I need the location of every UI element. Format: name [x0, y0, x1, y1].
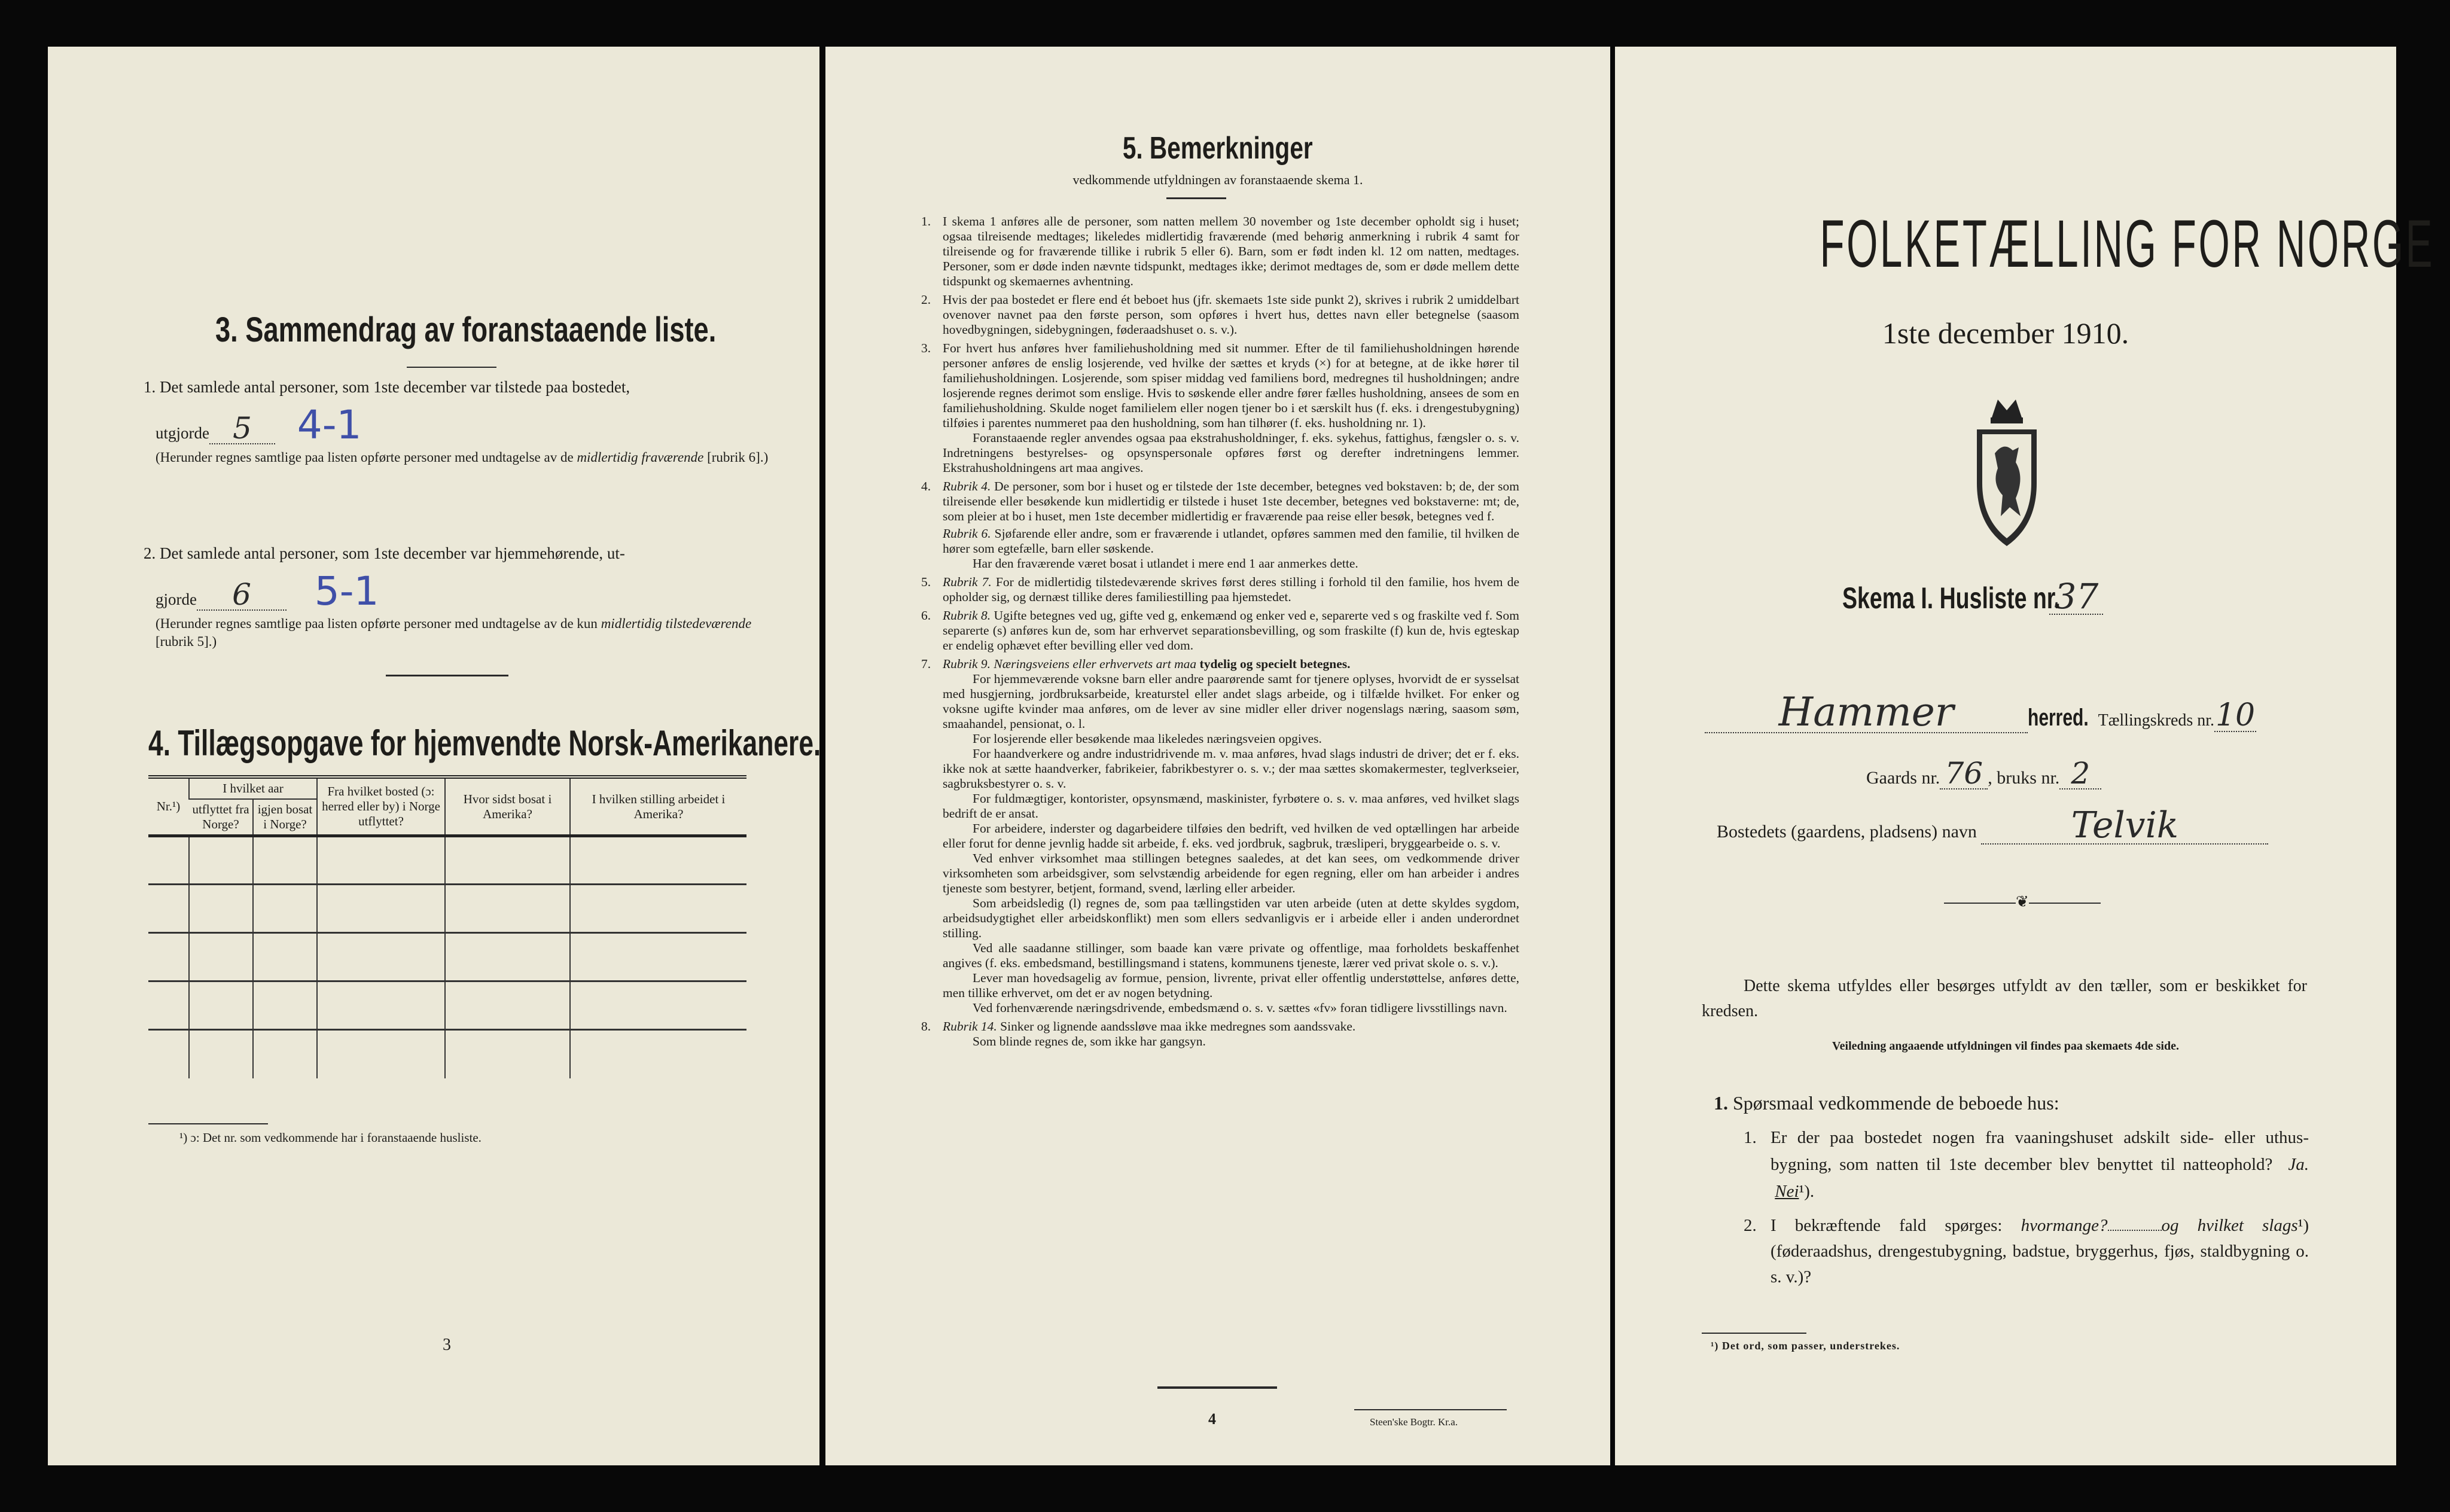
col-returned: igjen bosat i Norge?: [253, 799, 317, 836]
gaards-line: Gaards nr. 76 , bruks nr. 2: [1866, 758, 2101, 789]
col-last-residence: Hvor sidst bosat i Amerika?: [445, 777, 570, 836]
corrected-present-count: 4-1: [297, 402, 362, 448]
bosted-value: Telvik: [2071, 804, 2179, 846]
summary-item-2: 2. Det samlede antal personer, som 1ste december var hjemmehørende, ut- gjorde 6 5-1 (Herunder regnes samtlige paa listen opførte personer med undtagelse av de kun midlertidig tilstedeværende [rubrik 5].): [144, 544, 752, 649]
table-row: [148, 1030, 746, 1078]
section4-title: 4. Tillægsopgave for hjemvendte Norsk-Amerikanere.: [148, 723, 821, 763]
right-page: [1615, 47, 2435, 1465]
herred-line: Hammer herred. Tællingskreds nr.10: [1705, 693, 2363, 733]
remark-4: 4. Rubrik 4. De personer, som bor i huset og er tilstede der 1ste december, betegnes ved bokstaven: b; de, der som tilreisende eller besøkende kun midlertidig er tilstede i huset 1ste december, betegnes ved bokstaverne: mt; de, som pleier at bo i huset, men 1ste december midlertidig er fraværende paa reise eller besøk, betegnes ved f. Rubrik 6. Sjøfarende eller andre, som er fraværende i utlandet, opføres sammen med den familie, til hvilken de hører som egtefælle, barn eller søskende. Har den fraværende været bosat i utlandet i mere end 1 aar anmerkes dette.: [921, 479, 1519, 571]
col-nr: Nr.¹): [156, 799, 181, 813]
section3-title: 3. Sammendrag av foranstaaende liste.: [215, 310, 717, 349]
norsk-amerikanere-table: [148, 775, 746, 1078]
col-occupation: I hvilken stilling arbeidet i Amerika?: [570, 777, 746, 836]
left-page: [48, 47, 819, 1465]
remarks-list: [921, 214, 1519, 1053]
summary-item-1: 1. Det samlede antal personer, som 1ste december var tilstede paa bostedet, utgjorde 5 4-1 (Herunder regnes samtlige paa listen opførte personer med undtagelse av de midlertidig fraværende [rubrik 6].): [144, 378, 769, 465]
gaards-value: 76: [1945, 756, 1983, 791]
col-year-group: I hvilket aar: [189, 777, 317, 799]
handwritten-resident-count: 6: [232, 577, 251, 612]
table-row: [148, 885, 746, 933]
census-title: FOLKETÆLLING FOR NORGE: [1820, 206, 2435, 281]
remark-5: 5. Rubrik 7. For de midlertidig tilstedeværende skrives først deres stilling i forhold til den familie, hos hvem de opholder sig, og dernæst tillike deres familiestilling paa hjemstedet.: [921, 575, 1519, 604]
intro-text: Dette skema utfyldes eller besørges utfyldt av den tæller, som er beskikket for kredsen.: [1702, 977, 2307, 1020]
table-row: [148, 981, 746, 1030]
remark-2: 2. Hvis der paa bostedet er flere end ét beboet hus (jfr. skemaets 1ste side punkt 2), skrives i rubrik 2 umiddelbart ovenover navnet paa den første person, som opføres i hvert hus, dettes navn eller betegnelse (saasom hovedbygningen, sidebygningen, føderaadshuset o. s. v.).: [921, 292, 1519, 337]
bruks-value: 2: [2071, 756, 2091, 791]
kreds-value: 10: [2215, 697, 2256, 733]
col-from-place: Fra hvilket bosted (ɔ: herred eller by) i Norge utflyttet?: [317, 777, 445, 836]
remark-8: 8. Rubrik 14. Sinker og lignende aandssløve maa ikke medregnes som aandssvake. Som blinde regnes de, som ikke har gangsyn.: [921, 1019, 1356, 1048]
coat-of-arms-icon: [1968, 394, 2046, 549]
page-number: 4: [1208, 1410, 1216, 1428]
bosted-line: Bostedets (gaardens, pladsens) navn Telvik: [1717, 807, 2268, 845]
table-row: [148, 933, 746, 981]
census-date: 1ste december 1910.: [1882, 316, 2129, 350]
table-footnote: ¹) ɔ: Det nr. som vedkommende har i foranstaaende husliste.: [179, 1130, 482, 1145]
question-1: 1. Er der paa bostedet nogen fra vaaningshuset adskilt side- eller uthus-bygning, som natten til 1ste december blev benyttet til natteophold? Ja. Nei¹).: [1744, 1128, 2309, 1201]
ornament-divider: ❦: [1944, 893, 2101, 911]
page-number: 3: [443, 1336, 451, 1354]
middle-page: [825, 47, 1610, 1465]
remark-3: 3. For hvert hus anføres hver familiehusholdning med sit nummer. Efter de til familiehusholdningen hørende personer anføres de enslig losjerende, ved hvilke der sættes et kryds (×) for at betegne, at de ikke hører til familiehusholdningen. Losjerende, som spiser middag ved familiens bord, medregnes til husholdningen; andre losjerende regnes derimot som enslige. Hvis to søskende eller andre fører fælles husholdning, ansees de som en familiehusholdning. Skulde noget familielem eller nogen tjener bo i et særskilt hus (f. eks. i drengestubygning) tilføies i parentes nummeret paa den husholdning, som han tilhører (f. eks. husholdning nr. 1). Foranstaaende regler anvendes ogsaa paa ekstrahusholdninger, f. eks. sykehus, fattighus, fængsler o. s. v. Indretningens bestyrelses- og opsynspersonale opføres først og derefter indretningens lemmer. Ekstrahusholdningens art maa angives.: [921, 341, 1519, 475]
husliste-number: 37: [2054, 576, 2099, 617]
printer-imprint: Steen'ske Bogtr. Kr.a.: [1370, 1416, 1458, 1428]
answer-nei: Nei: [1775, 1182, 1799, 1201]
herred-value: Hammer: [1778, 689, 1954, 735]
table-row: [148, 836, 746, 885]
corrected-resident-count: 5-1: [314, 568, 379, 614]
question-heading: 1. Spørsmaal vedkommende de beboede hus:: [1714, 1092, 2059, 1114]
question-2: 2. I bekræftende fald spørges: hvormange? og hvilket slags¹) (føderaadshus, drengestubygning, badstue, bryggerhus, fjøs, staldbygning o. s. v.)?: [1744, 1216, 2309, 1287]
remark-6: 6. Rubrik 8. Ugifte betegnes ved ug, gifte ved g, enkemænd og enker ved e, separerte ved s og fraskilte ved f. Som separerte (s) anføres kun de, som har erhvervet separationsbevilling, og som fraskilte (f) kun de, hvis egteskap er endelig ophævet efter bevilling eller ved dom.: [921, 608, 1519, 653]
footnote: ¹) Det ord, som passer, understrekes.: [1711, 1340, 1900, 1352]
guidance-text: Veiledning angaaende utfyldningen vil findes paa skemaets 4de side.: [1832, 1040, 2179, 1053]
divider: [386, 675, 508, 676]
handwritten-present-count: 5: [233, 411, 252, 446]
remarks-title: 5. Bemerkninger: [1123, 131, 1313, 166]
husliste-line: Skema I. Husliste nr.37: [1842, 579, 2103, 615]
remarks-subtitle: vedkommende utfyldningen av foranstaaende skema 1.: [1072, 172, 1363, 187]
remark-1: 1. I skema 1 anføres alle de personer, som natten mellem 30 november og 1ste december opholdt sig i huset; ogsaa tilreisende medtages; likeledes midlertidig fraværende (med behørig anmerkning i rubrik 4 samt for tilreisende og for fraværende tillike i rubrik 5 eller 6). Barn, som er født inden kl. 12 om natten, medtages. Personer, som er døde inden nævnte tidspunkt, medtages ikke; derimot medtages de, som er døde mellem dette tidspunkt og skemaernes avhentning.: [921, 214, 1519, 288]
col-emigrated: utflyttet fra Norge?: [192, 802, 249, 831]
remark-7: 7. Rubrik 9. Næringsveiens eller erhvervets art maa tydelig og specielt betegnes. For hjemmeværende voksne barn eller andre paarørende samt for tjenere oplyses, hvorvidt de er sysselsat med husgjerning, jordbruksarbeide, kreaturstel eller andet slags arbeide, og i tilfælde hvilket. For enker og voksne ugifte kvinder maa anføres, om de lever av sine midler eller driver nogenslags næring, saasom søm, smaahandel, pensionat, o. l. For losjerende eller besøkende maa likeledes næringsveien opgives. For haandverkere og andre industridrivende m. v. maa anføres, hvad slags industri de driver; det er f. eks. ikke nok at sætte haandverker, fabrikeier, fabrikbestyrer o. s. v.; der maa sættes skomakermester, teglverkseier, sagbruksbestyrer o. s. v. For fuldmægtiger, kontorister, opsynsmænd, maskinister, fyrbøtere o. s. v. maa anføres, ved hvilket slags bedrift de er ansat. For arbeidere, inderster og dagarbeidere tilføies den bedrift, ved hvilken de ved optællingen har arbeide eller forut for denne jevnlig hadde sit arbeide, f. eks. ved jordbruk, sagbruk, træsliperi, bryggearbeide o. s. v. Ved enhver virksomhet maa stillingen betegnes saaledes, at det kan sees, om vedkommende driver virksomheten som arbeidsgiver, som selvstændig arbeidende for egen regning, eller om han arbeider i andres tjeneste som bestyrer, betjent, formand, svend, lærling eller arbeider. Som arbeidsledig (l) regnes de, som paa tællingstiden var uten arbeide (uten at dette skyldes sygdom, arbeidsudygtighet eller arbeidskonflikt) men som ellers sedvanligvis er i arbeide eller i anden underordnet stilling. Ved alle saadanne stillinger, som baade kan være private og offentlige, maa forholdets beskaffenhet angives (f. eks. embedsmand, bestillingsmand i statens, kommunens tjeneste, lærer ved privat skole o. s. v.). Lever man hovedsagelig av formue, pension, livrente, privat eller offentlig understøttelse, anføres dette, men tillike erhvervet, om det er av nogen betydning. Ved forhenværende næringsdrivende, embedsmænd o. s. v. sættes «fv» foran tidligere livsstillings navn.: [921, 657, 1519, 1015]
